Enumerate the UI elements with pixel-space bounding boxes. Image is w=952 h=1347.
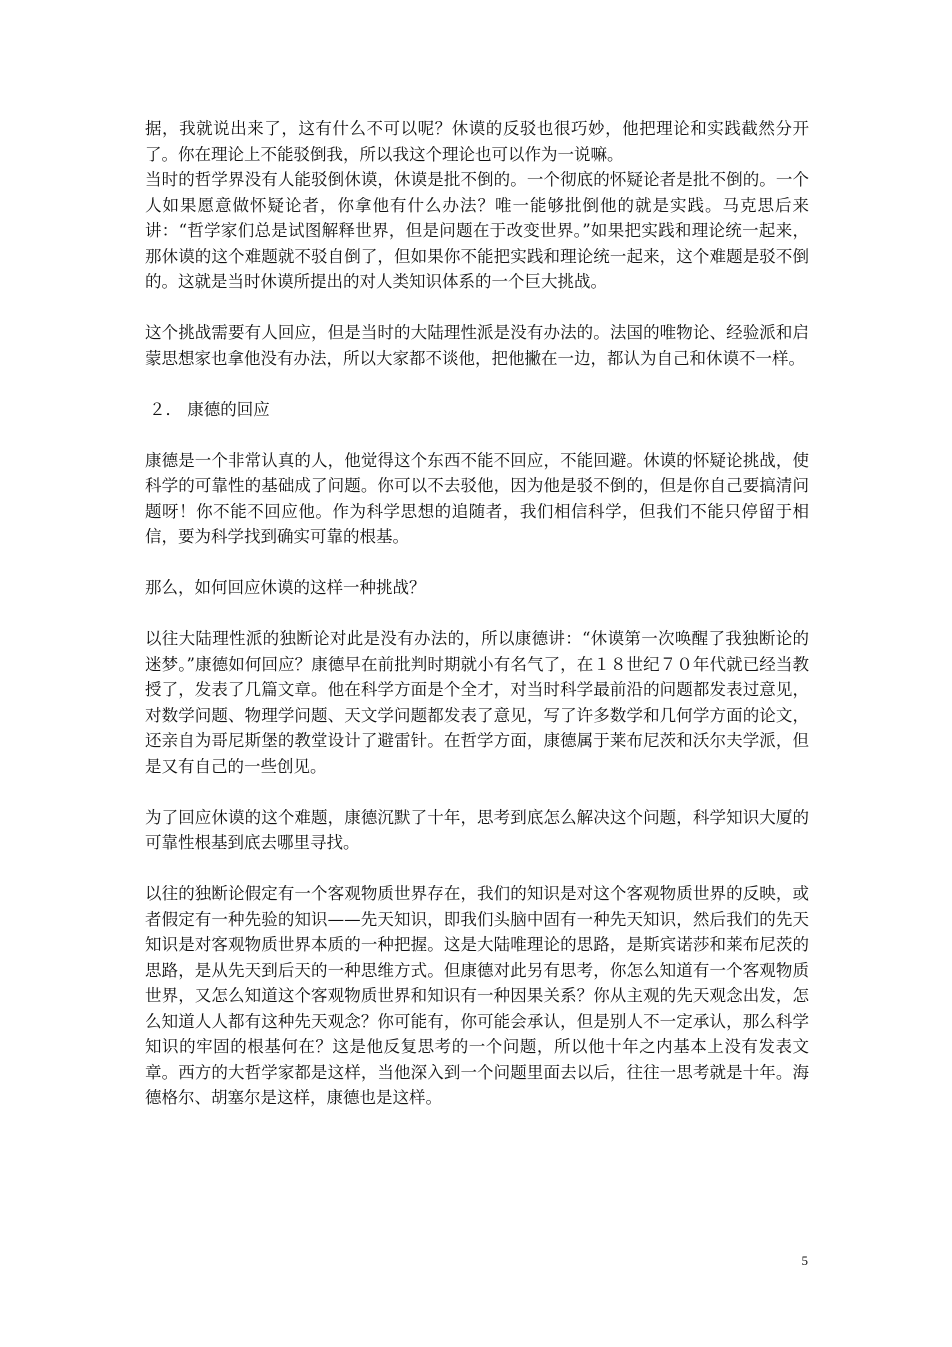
paragraph-5: 那么，如何回应休谟的这样一种挑战？ xyxy=(145,578,426,597)
paragraph-1: 据，我就说出来了，这有什么不可以呢？休谟的反驳也很巧妙，他把理论和实践截然分开了。你在理论上不能驳倒我，所以我这个理论也可以作为一说嘛。 xyxy=(145,119,809,164)
paragraph-4: 康德是一个非常认真的人，他觉得这个东西不能不回应，不能回避。休谟的怀疑论挑战，使科学的可靠性的基础成了问题。你可以不去驳他，因为他是驳不倒的，但是你自己要搞清问题呀！你不能不回应他。作为科学思想的追随者，我们相信科学，但我们不能只停留于相信，要为科学找到确实可靠的根基。 xyxy=(145,450,809,546)
paragraph-6: 以往大陆理性派的独断论对此是没有办法的，所以康德讲：“休谟第一次唤醒了我独断论的迷梦。”康德如何回应？康德早在前批判时期就小有名气了，在１８世纪７０年代就已经当教授了，发表了几篇文章。他在科学方面是个全才，对当时科学最前沿的问题都发表过意见，对数学问题、物理学问题、天文学问题都发表了意见，写了许多数学和几何学方面的论文，还亲自为哥尼斯堡的教堂设计了避雷针。在哲学方面，康德属于莱布尼茨和沃尔夫学派，但是又有自己的一些创见。 xyxy=(145,629,809,776)
section-heading: ２． 康德的回应 xyxy=(149,399,270,419)
paragraph-8: 以往的独断论假定有一个客观物质世界存在，我们的知识是对这个客观物质世界的反映，或者假定有一种先验的知识——先天知识，即我们头脑中固有一种先天知识，然后我们的先天知识是对客观物质世界本质的一种把握。这是大陆唯理论的思路，是斯宾诺莎和莱布尼茨的思路，是从先天到后天的一种思维方式。但康德对此另有思考，你怎么知道有一个客观物质世界，又怎么知道这个客观物质世界和知识有一种因果关系？你从主观的先天观念出发，怎么知道人人都有这种先天观念？你可能有，你可能会承认，但是别人不一定承认，那么科学知识的牢固的根基何在？这是他反复思考的一个问题，所以他十年之内基本上没有发表文章。西方的大哲学家都是这样，当他深入到一个问题里面去以后，往往一思考就是十年。海德格尔、胡塞尔是这样，康德也是这样。 xyxy=(145,884,809,1107)
paragraph-3: 这个挑战需要有人回应，但是当时的大陆理性派是没有办法的。法国的唯物论、经验派和启蒙思想家也拿他没有办法，所以大家都不谈他，把他撇在一边，都认为自己和休谟不一样。 xyxy=(145,323,809,368)
page-number: 5 xyxy=(801,1253,808,1268)
paragraph-7: 为了回应休谟的这个难题，康德沉默了十年，思考到底怎么解决这个问题，科学知识大厦的可靠性根基到底去哪里寻找。 xyxy=(145,807,809,852)
page-body xyxy=(145,116,809,1111)
paragraph-2: 当时的哲学界没有人能驳倒休谟，休谟是批不倒的。一个彻底的怀疑论者是批不倒的。一个人如果愿意做怀疑论者，你拿他有什么办法？唯一能够批倒他的就是实践。马克思后来讲：“哲学家们总是试图解释世界，但是问题在于改变世界。”如果把实践和理论统一起来，那休谟的这个难题就不驳自倒了，但如果你不能把实践和理论统一起来，这个难题是驳不倒的。这就是当时休谟所提出的对人类知识体系的一个巨大挑战。 xyxy=(145,170,809,291)
